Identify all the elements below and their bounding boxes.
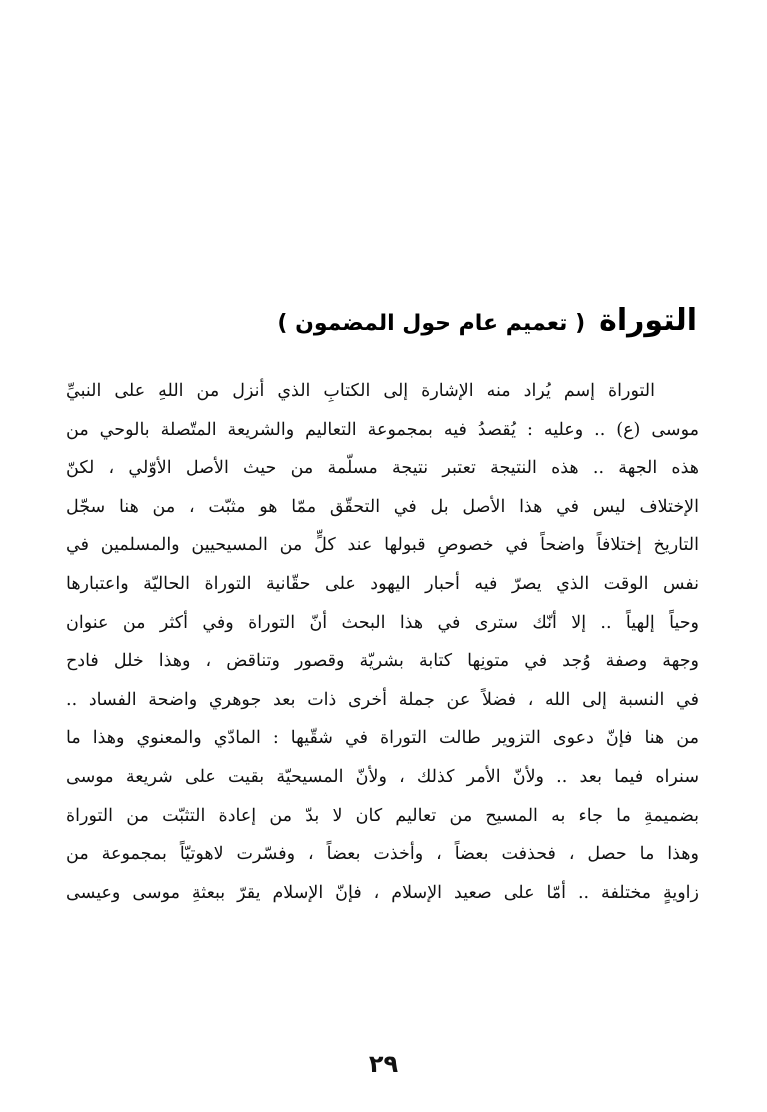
text-line: بضميمةِ ما جاء به المسيح من تعاليم كان لا بدّ من إعادة التثبّت من التوراة — [66, 805, 699, 826]
section-heading — [277, 303, 697, 338]
text-line: وحياً إلهياً .. إلا أنّك سترى في هذا البحث أنّ التوراة وفي أكثر من عنوان — [66, 612, 699, 633]
text-line: التوراة إسم يُراد منه الإشارة إلى الكتابِ الذي أنزل من اللهِ على النبيِّ — [66, 381, 655, 401]
text-line: التاريخ إختلافاً واضحاً في خصوصِ قبولها عند كلٍّ من المسيحيين والمسلمين في — [66, 535, 699, 556]
text-line: نفس الوقت الذي يصرّ فيه أحبار اليهود على حقّانية التوراة الحاليّة واعتبارها — [66, 573, 699, 594]
text-line: وجهة وصفة وُجد في متونِها كتابة بشريّة وقصور وتناقض ، وهذا خلل فادح — [66, 651, 699, 672]
text-line: زاويةٍ مختلفة .. أمّا على صعيد الإسلام ، فإنّ الإسلام يقرّ ببعثةِ موسى وعيسى — [66, 882, 699, 903]
text-line: من هنا فإنّ دعوى التزوير طالت التوراة في شقّيها : المادّي والمعنوي وهذا ما — [66, 728, 699, 749]
text-line: سنراه فيما بعد .. ولأنّ الأمر كذلك ، ولأنّ المسيحيّة بقيت على شريعة موسى — [66, 766, 699, 787]
text-line: وهذا ما حصل ، فحذفت بعضاً ، وأخذت بعضاً ، وفسّرت لاهوتيّاً بمجموعة من — [66, 844, 699, 865]
text-line: موسى (ع) .. وعليه : يُقصدُ فيه بمجموعة التعاليم والشريعة المتّصلة بالوحي من — [66, 419, 699, 440]
body-paragraph — [66, 372, 699, 912]
heading-title: التوراة — [599, 303, 697, 338]
text-line: هذه الجهة .. هذه النتيجة تعتبر نتيجة مسلّمة من حيث الأصل الأوّلي ، لكنّ — [66, 458, 699, 479]
heading-subtitle: ( تعميم عام حول المضمون ) — [277, 311, 586, 336]
text-line: في النسبة إلى الله ، فضلاً عن جملة أخرى ذات بعد جوهري واضحة الفساد .. — [66, 689, 699, 710]
page-number: ٢٩ — [368, 1050, 399, 1078]
text-line: الإختلاف ليس في هذا الأصل بل في التحقّق ممّا هو مثبّت ، من هنا سجّل — [66, 496, 699, 517]
